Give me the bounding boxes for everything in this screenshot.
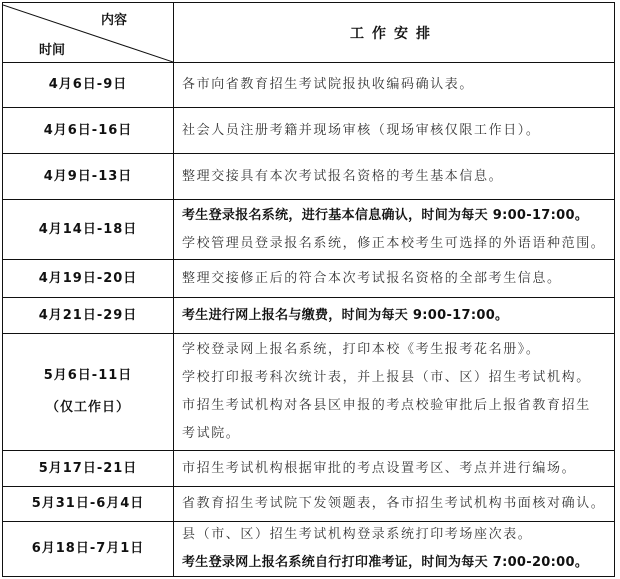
time-text: 5月17日-21日 xyxy=(38,460,138,476)
work-cell xyxy=(173,298,614,333)
work-line: 各市向省教育招生考试院报执收编码确认表。 xyxy=(182,77,475,92)
table-row xyxy=(3,199,614,259)
work-cell xyxy=(173,451,614,486)
work-line: 社会人员注册考籍并现场审核（现场审核仅限工作日）。 xyxy=(182,122,541,138)
work-line: 整理交接具有本次考试报名资格的考生基本信息。 xyxy=(182,168,504,184)
work-line: 县（市、区）招生考试机构登录系统打印考场座次表。 xyxy=(182,527,533,542)
table-row xyxy=(3,62,614,107)
header-content-label: 内容 xyxy=(101,13,128,28)
time-cell xyxy=(3,298,173,333)
time-text: 6月18日-7月1日 xyxy=(31,541,145,556)
time-text: 4月6日-16日 xyxy=(43,122,133,138)
work-cell xyxy=(173,522,614,576)
header-work-label: 工作安排 xyxy=(173,3,614,62)
work-line: 考生登录网上报名系统自行打印准考证，时间为每天 7:00-20:00。 xyxy=(182,555,589,570)
table-row xyxy=(3,450,614,486)
time-text: 5月31日-6月4日 xyxy=(31,496,145,511)
time-text: 4月6日-9日 xyxy=(48,77,128,92)
work-line: 省教育招生考试院下发领题表，各市招生考试机构书面核对确认。 xyxy=(182,496,606,511)
table-row xyxy=(3,153,614,199)
time-cell xyxy=(3,154,173,199)
table-row xyxy=(3,259,614,297)
time-text: 4月19日-20日 xyxy=(38,270,138,286)
header-row xyxy=(3,3,614,62)
work-line: 学校登录网上报名系统，打印本校《考生报考花名册》。 xyxy=(182,342,541,357)
table-row xyxy=(3,521,614,576)
work-line: 考试院。 xyxy=(182,426,241,441)
time-cell xyxy=(3,200,173,259)
time-cell xyxy=(3,63,173,107)
work-line: 市招生考试机构对各县区申报的考点校验审批后上报省教育招生 xyxy=(182,398,591,413)
time-text: 5月6日-11日 xyxy=(43,368,133,383)
work-cell xyxy=(173,63,614,107)
time-text: 4月21日-29日 xyxy=(38,307,138,323)
schedule-table xyxy=(2,2,615,577)
time-text: （仅工作日） xyxy=(45,400,130,415)
work-cell xyxy=(173,108,614,153)
time-cell xyxy=(3,108,173,153)
work-cell xyxy=(173,334,614,450)
time-cell xyxy=(3,334,173,450)
work-line: 市招生考试机构根据审批的考点设置考区、考点并进行编场。 xyxy=(182,460,577,476)
work-line: 学校打印报考科次统计表，并上报县（市、区）招生考试机构。 xyxy=(182,370,591,385)
time-cell xyxy=(3,451,173,486)
work-line: 整理交接修正后的符合本次考试报名资格的全部考生信息。 xyxy=(182,270,562,286)
header-time-label: 时间 xyxy=(39,43,66,58)
work-line: 考生登录报名系统，进行基本信息确认，时间为每天 9:00-17:00。 xyxy=(182,207,589,223)
work-line: 考生进行网上报名与缴费，时间为每天 9:00-17:00。 xyxy=(182,307,509,323)
time-cell xyxy=(3,522,173,576)
work-cell xyxy=(173,260,614,297)
time-text: 4月14日-18日 xyxy=(38,221,138,237)
work-cell xyxy=(173,487,614,521)
time-cell xyxy=(3,487,173,521)
time-text: 4月9日-13日 xyxy=(43,168,133,184)
table-row xyxy=(3,486,614,521)
table-row xyxy=(3,107,614,153)
diagonal-divider xyxy=(3,3,173,62)
table-row xyxy=(3,333,614,450)
work-cell xyxy=(173,200,614,259)
time-cell xyxy=(3,260,173,297)
table-row xyxy=(3,297,614,333)
work-line: 学校管理员登录报名系统，修正本校考生可选择的外语语种范围。 xyxy=(182,235,606,251)
work-cell xyxy=(173,154,614,199)
